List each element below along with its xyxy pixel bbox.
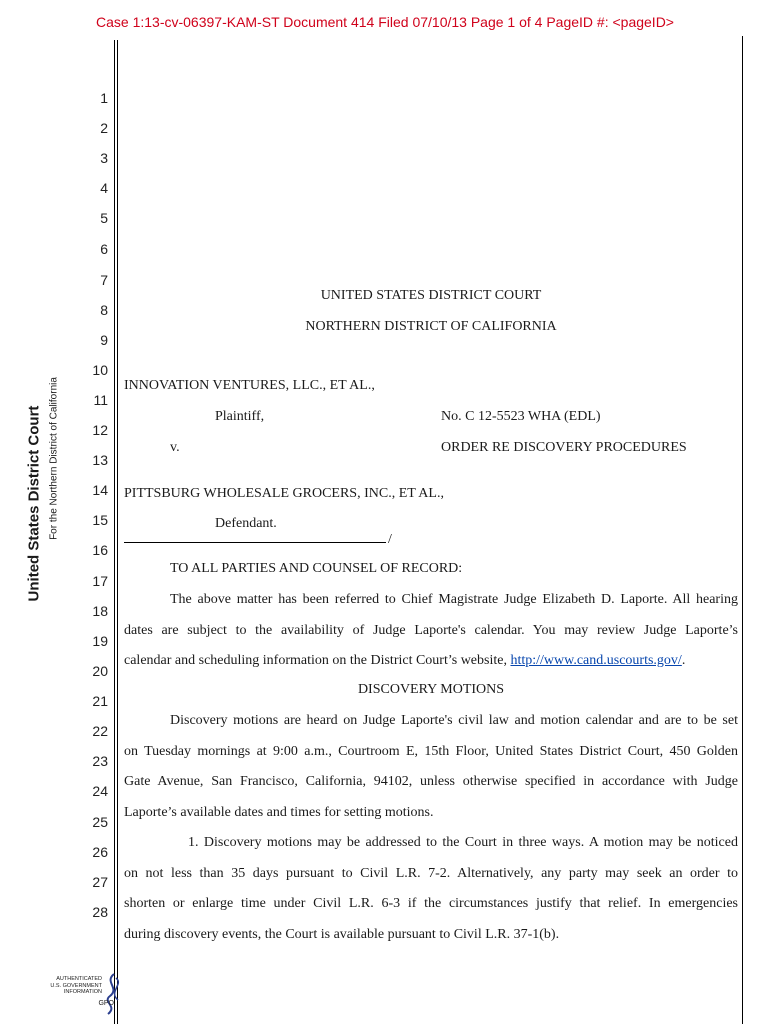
gpo-line: AUTHENTICATED xyxy=(56,976,102,982)
line-number: 15 xyxy=(92,512,108,528)
order-title: ORDER RE DISCOVERY PROCEDURES xyxy=(441,440,687,455)
line-number: 9 xyxy=(100,332,108,348)
line-number: 24 xyxy=(92,783,108,799)
court-district: NORTHERN DISTRICT OF CALIFORNIA xyxy=(305,319,557,334)
text-segment: . xyxy=(681,653,686,668)
text-segment: calendar and scheduling information on the District Court’s website, xyxy=(124,653,511,668)
line-number: 10 xyxy=(92,362,108,378)
line-number: 27 xyxy=(92,874,108,890)
line-number: 21 xyxy=(92,693,108,709)
defendant-label: Defendant. xyxy=(215,516,277,531)
text-line: Discovery motions are heard on Judge Laporte's civil law and motion calendar and are to be set xyxy=(170,713,738,728)
gpo-line: U.S. GOVERNMENT xyxy=(50,982,102,989)
text-line: shorten or enlarge time under Civil L.R. 6-3 if the circumstances justify that relief. In emergencies xyxy=(124,896,738,911)
line-number: 22 xyxy=(92,723,108,739)
line-number: 28 xyxy=(92,904,108,920)
plaintiff-label: Plaintiff, xyxy=(215,409,265,424)
caption-divider xyxy=(124,542,386,543)
text-line: 1. Discovery motions may be addressed to the Court in three ways. A motion may be noticed xyxy=(188,835,738,850)
caption-slash: / xyxy=(388,532,392,547)
line-number: 11 xyxy=(93,392,108,408)
text-line: during discovery events, the Court is available pursuant to Civil L.R. 37-1(b). xyxy=(124,926,560,942)
gpo-label: GPO xyxy=(98,1000,114,1007)
case-header: Case 1:13-cv-06397-KAM-ST Document 414 Filed 07/10/13 Page 1 of 4 PageID #: <pageID> xyxy=(96,14,674,30)
line-number: 13 xyxy=(92,452,108,468)
line-number: 5 xyxy=(100,210,108,226)
line-number: 2 xyxy=(100,120,108,136)
case-number: No. C 12-5523 WHA (EDL) xyxy=(441,409,601,424)
sidebar-court-name: United States District Court xyxy=(25,405,43,602)
line-number: 3 xyxy=(100,150,108,166)
line-number: 26 xyxy=(92,844,108,860)
line-number: 20 xyxy=(92,663,108,679)
text-line xyxy=(124,646,738,677)
salutation: TO ALL PARTIES AND COUNSEL OF RECORD: xyxy=(170,561,463,576)
line-number: 8 xyxy=(100,302,108,318)
gpo-line: INFORMATION xyxy=(63,989,102,995)
sidebar-district: For the Northern District of California xyxy=(48,377,60,540)
paragraph-referral xyxy=(124,585,738,677)
line-number: 19 xyxy=(92,633,108,649)
defendant-name: PITTSBURG WHOLESALE GROCERS, INC., ET AL., xyxy=(124,486,444,501)
paragraph-discovery-motions xyxy=(124,706,738,828)
line-number: 12 xyxy=(92,422,108,438)
text-line: dates are subject to the availability of Judge Laporte's calendar. You may review Judge Laporte’s xyxy=(124,622,738,638)
line-number: 1 xyxy=(100,90,108,106)
left-margin-rule-inner xyxy=(117,40,118,1024)
gpo-authentication-logo xyxy=(44,972,132,1016)
court-title: UNITED STATES DISTRICT COURT xyxy=(320,288,542,303)
court-website-link[interactable]: http://www.cand.uscourts.gov/ xyxy=(510,653,682,668)
line-number: 25 xyxy=(92,814,108,830)
gpo-eagle-icon xyxy=(44,972,132,1016)
section-heading: DISCOVERY MOTIONS xyxy=(357,682,505,697)
line-number: 23 xyxy=(92,753,108,769)
line-number: 6 xyxy=(100,241,108,257)
left-margin-rule xyxy=(114,40,115,1024)
versus-label: v. xyxy=(170,440,180,455)
line-number: 18 xyxy=(92,603,108,619)
text-line: Gate Avenue, San Francisco, California, 94102, unless otherwise specified in accordance with Judge xyxy=(124,774,738,789)
line-number: 4 xyxy=(100,180,108,196)
right-margin-rule xyxy=(742,36,743,1024)
paragraph-motion-methods xyxy=(124,828,738,950)
line-number: 7 xyxy=(100,272,108,288)
text-line: Laporte’s available dates and times for setting motions. xyxy=(124,804,434,820)
plaintiff-name: INNOVATION VENTURES, LLC., ET AL., xyxy=(124,378,375,393)
text-line: The above matter has been referred to Chief Magistrate Judge Elizabeth D. Laporte. All hearing xyxy=(170,592,738,607)
line-number: 14 xyxy=(92,482,108,498)
text-line: on not less than 35 days pursuant to Civil L.R. 7-2. Alternatively, any party may seek an order to xyxy=(124,865,738,881)
line-number: 16 xyxy=(92,542,108,558)
line-number: 17 xyxy=(92,573,108,589)
text-line: on Tuesday mornings at 9:00 a.m., Courtroom E, 15th Floor, United States District Court, 450 Golden xyxy=(124,743,738,759)
